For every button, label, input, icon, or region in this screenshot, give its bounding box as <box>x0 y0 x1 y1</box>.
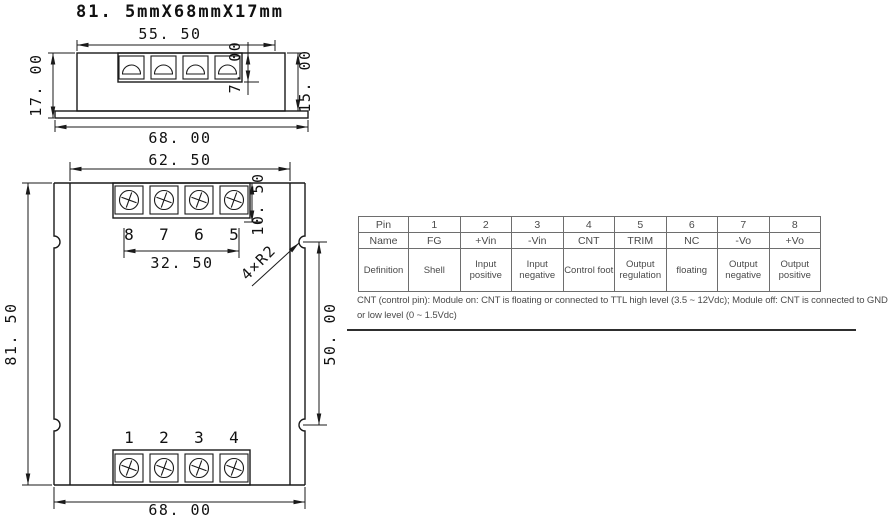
table-header-cell: 7 <box>718 217 770 233</box>
pin-name-cell: -Vo <box>718 233 770 249</box>
svg-text:81. 50: 81. 50 <box>2 302 20 366</box>
svg-text:5: 5 <box>229 225 239 244</box>
svg-text:50. 00: 50. 00 <box>321 302 339 366</box>
svg-text:68. 00: 68. 00 <box>148 129 212 147</box>
svg-text:6: 6 <box>194 225 204 244</box>
pin-name-cell: TRIM <box>615 233 667 249</box>
pin-definition-cell: Input negative <box>512 249 564 292</box>
pin-definition-cell: Shell <box>409 249 461 292</box>
pin-definition-cell: Output regulation <box>615 249 667 292</box>
pin-name-cell: CNT <box>564 233 616 249</box>
svg-text:17. 00: 17. 00 <box>27 53 45 117</box>
overall-size-title: 81. 5mmX68mmX17mm <box>76 2 284 22</box>
table-header-cell: 2 <box>461 217 513 233</box>
table-header-cell: 6 <box>667 217 719 233</box>
svg-text:7: 7 <box>159 225 169 244</box>
pin-definition-cell: Control foot <box>564 249 616 292</box>
svg-text:1: 1 <box>124 428 134 447</box>
svg-text:62. 50: 62. 50 <box>148 151 212 169</box>
svg-text:8: 8 <box>124 225 134 244</box>
name-row-label: Name <box>359 233 409 249</box>
top-view-outline <box>54 183 305 485</box>
dim-side-total-height <box>27 53 75 118</box>
cnt-footnote-line2: or low level (0 ~ 1.5Vdc) <box>357 310 457 321</box>
pin-name-cell: +Vo <box>770 233 822 249</box>
top-view-lower-terminal-block <box>113 450 250 485</box>
table-header-cell: 5 <box>615 217 667 233</box>
svg-text:32. 50: 32. 50 <box>150 254 214 272</box>
definition-row-label: Definition <box>359 249 409 292</box>
dim-side-terminal-height <box>226 41 259 95</box>
table-header-cell: 3 <box>512 217 564 233</box>
table-header-cell: 1 <box>409 217 461 233</box>
footnote-divider <box>347 329 856 331</box>
cnt-footnote-line1: CNT (control pin): Module on: CNT is floating or connected to TTL high level (3.5 ~ 12Vdc); Module off: CNT is connected to GND <box>357 295 888 306</box>
pin-definition-cell: Input positive <box>461 249 513 292</box>
side-view-outline <box>55 53 308 118</box>
svg-text:4: 4 <box>229 428 239 447</box>
pin-definition-cell: Output positive <box>770 249 822 292</box>
dim-top-base-width <box>54 487 305 515</box>
svg-text:2: 2 <box>159 428 169 447</box>
dim-side-top-width <box>77 25 275 51</box>
pin-definition-cell: floating <box>667 249 719 292</box>
dim-slot-spacing <box>303 242 339 425</box>
svg-text:15. 00: 15. 00 <box>296 49 314 113</box>
table-header-cell: 4 <box>564 217 616 233</box>
svg-text:68. 00: 68. 00 <box>148 501 212 515</box>
table-header-cell: Pin <box>359 217 409 233</box>
pin-definition-table <box>358 216 821 292</box>
svg-text:4×R2: 4×R2 <box>237 241 280 284</box>
dim-side-base-width <box>55 120 308 147</box>
svg-text:7. 00: 7. 00 <box>226 40 244 94</box>
pin-definition-cell: Output negative <box>718 249 770 292</box>
engineering-drawing <box>0 0 350 515</box>
table-header-cell: 8 <box>770 217 822 233</box>
svg-text:55. 50: 55. 50 <box>138 25 202 43</box>
dim-side-body-height <box>287 49 314 112</box>
cnt-footnote <box>357 293 888 323</box>
svg-text:10. 50: 10. 50 <box>249 172 267 236</box>
pin-name-cell: +Vin <box>461 233 513 249</box>
pin-name-cell: NC <box>667 233 719 249</box>
dim-pin-span <box>124 228 239 272</box>
dim-terminal-depth <box>244 172 267 235</box>
lower-pin-numbers <box>124 428 239 447</box>
pin-name-cell: -Vin <box>512 233 564 249</box>
dim-total-length <box>2 183 52 485</box>
side-view-terminal-cells <box>119 56 240 79</box>
svg-text:3: 3 <box>194 428 204 447</box>
top-view-upper-terminal-block <box>113 183 250 218</box>
pin-name-cell: FG <box>409 233 461 249</box>
upper-pin-numbers <box>124 225 239 244</box>
